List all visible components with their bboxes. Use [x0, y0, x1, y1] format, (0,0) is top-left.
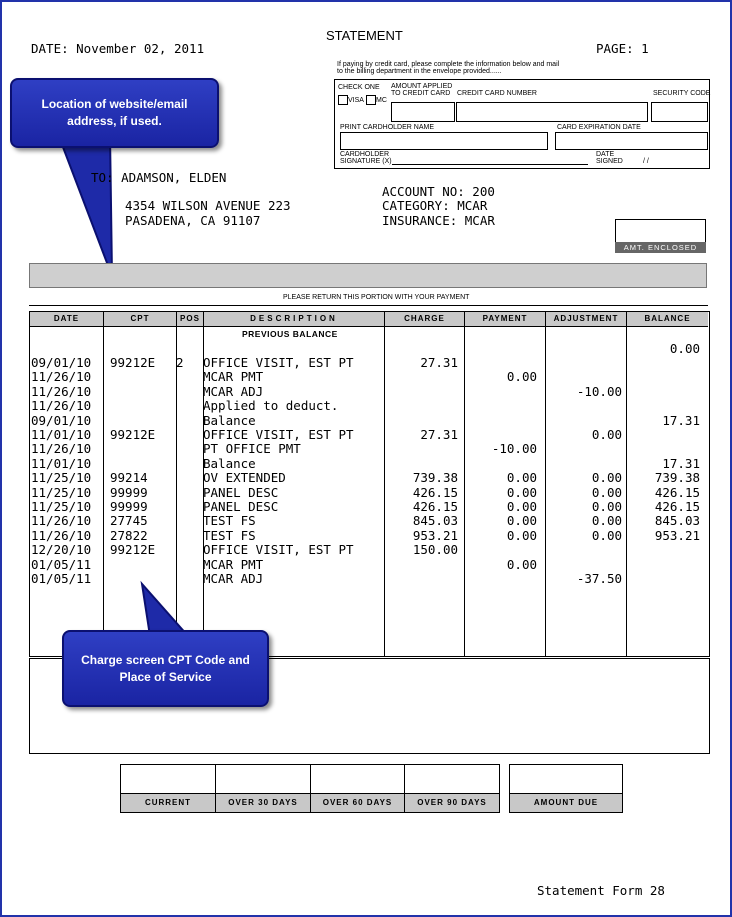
amount-due-label: AMOUNT DUE: [509, 793, 623, 813]
tear-line: [29, 305, 708, 306]
date-signed-slashes: / /: [643, 158, 649, 165]
cell-balance: 426.15: [654, 499, 700, 514]
aging-over60-label: OVER 60 DAYS: [310, 793, 405, 813]
cell-date: 01/05/11: [31, 556, 92, 572]
cell-date: 11/26/10: [31, 369, 92, 385]
visa-label: VISA: [348, 97, 364, 104]
cell-adjustment: 0.00: [591, 513, 622, 529]
statement-date: DATE: November 02, 2011: [31, 41, 205, 56]
cell-pos: 2: [176, 355, 184, 370]
previous-balance-value: 0.00: [669, 341, 700, 356]
cell-balance: 17.31: [662, 455, 700, 471]
cell-charge: 426.15: [412, 499, 458, 514]
cell-cpt: 99212E: [110, 427, 156, 442]
visa-checkbox[interactable]: [338, 95, 348, 105]
return-notice: PLEASE RETURN THIS PORTION WITH YOUR PAYMENT: [283, 294, 470, 301]
cell-desc: MCAR PMT: [203, 369, 264, 385]
cell-adjustment: 0.00: [591, 499, 622, 514]
amount-applied-label: AMOUNT APPLIED: [391, 83, 453, 90]
previous-balance-label: PREVIOUS BALANCE: [242, 329, 338, 339]
amount-enclosed-field[interactable]: [615, 219, 706, 243]
cell-payment: 0.00: [506, 499, 537, 514]
cell-payment: -10.00: [491, 441, 537, 457]
cell-adjustment: 0.00: [591, 527, 622, 543]
cell-cpt: 99212E: [110, 355, 156, 370]
callout-pointer-website: [40, 130, 130, 280]
expiration-field[interactable]: [555, 132, 708, 150]
cell-payment: 0.00: [506, 470, 537, 486]
cell-charge: 953.21: [412, 527, 458, 543]
cell-desc: Balance: [203, 412, 256, 428]
cell-desc: OFFICE VISIT, EST PT: [203, 355, 354, 370]
cell-payment: 0.00: [506, 513, 537, 529]
cell-desc: OV EXTENDED: [203, 470, 286, 486]
aging-over30-field: [215, 764, 311, 796]
cell-date: 11/25/10: [31, 484, 92, 500]
amount-applied-label-2: TO CREDIT CARD: [391, 90, 451, 97]
cell-payment: 0.00: [506, 369, 537, 385]
page-number: PAGE: 1: [596, 41, 649, 56]
cell-payment: 0.00: [506, 527, 537, 543]
cell-charge: 27.31: [420, 355, 458, 370]
street-address: 4354 WILSON AVENUE 223: [125, 198, 291, 213]
mc-checkbox[interactable]: [366, 95, 376, 105]
security-code-field[interactable]: [651, 102, 708, 122]
col-header-date: DATE: [30, 311, 103, 327]
account-insurance: INSURANCE: MCAR: [382, 213, 495, 228]
card-number-label: CREDIT CARD NUMBER: [457, 90, 537, 97]
aging-over90-label: OVER 90 DAYS: [404, 793, 500, 813]
cell-date: 11/26/10: [31, 441, 92, 457]
cell-date: 01/05/11: [31, 571, 92, 586]
col-header-description: DESCRIPTION: [204, 311, 384, 327]
signature-line[interactable]: [392, 164, 588, 165]
aging-over60-field: [310, 764, 405, 796]
cell-desc: MCAR ADJ: [203, 571, 264, 586]
cell-cpt: 99999: [110, 484, 148, 500]
cell-desc: OFFICE VISIT, EST PT: [203, 427, 354, 442]
cell-date: 11/01/10: [31, 455, 92, 471]
cell-desc: OFFICE VISIT, EST PT: [203, 542, 354, 558]
cell-cpt: 99214: [110, 470, 148, 486]
cell-desc: TEST FS: [203, 527, 256, 543]
cell-adjustment: -10.00: [576, 383, 622, 399]
check-one-label: CHECK ONE: [338, 84, 380, 91]
card-number-field[interactable]: [456, 102, 648, 122]
cell-desc: Balance: [203, 455, 256, 471]
callout-cpt: [62, 630, 269, 707]
mc-label: MC: [376, 97, 387, 104]
aging-current-field: [120, 764, 216, 796]
callout-website: [10, 78, 219, 148]
amount-applied-field[interactable]: [391, 102, 455, 122]
cell-cpt: 27822: [110, 527, 148, 543]
cell-desc: PANEL DESC: [203, 484, 279, 500]
cc-instructions-line1: If paying by credit card, please complete the information below and mail: [337, 61, 560, 68]
amount-enclosed-label: AMT. ENCLOSED: [615, 242, 706, 253]
cell-desc: Applied to deduct.: [203, 398, 339, 414]
cardholder-name-field[interactable]: [340, 132, 548, 150]
form-name: Statement Form 28: [537, 883, 665, 898]
cell-desc: PT OFFICE PMT: [203, 441, 301, 457]
cell-desc: MCAR PMT: [203, 556, 264, 572]
cell-date: 11/26/10: [31, 513, 92, 529]
signature-label: CARDHOLDER: [340, 151, 390, 158]
cell-cpt: 99212E: [110, 542, 156, 558]
col-divider: [103, 311, 104, 656]
cell-charge: 426.15: [412, 484, 458, 500]
cell-date: 11/26/10: [31, 527, 92, 543]
cell-payment: 0.00: [506, 556, 537, 572]
cell-date: 11/26/10: [31, 398, 92, 414]
expiration-label: CARD EXPIRATION DATE: [557, 124, 641, 131]
date-signed-label: DATE: [596, 151, 615, 158]
cell-charge: 27.31: [420, 427, 458, 442]
col-header-payment: PAYMENT: [465, 311, 545, 327]
cell-balance: 739.38: [654, 470, 700, 486]
col-header-charge: CHARGE: [385, 311, 464, 327]
patient-name: TO: ADAMSON, ELDEN: [91, 170, 227, 185]
cell-balance: 17.31: [662, 412, 700, 428]
cell-desc: MCAR ADJ: [203, 383, 264, 399]
cell-date: 11/01/10: [31, 427, 92, 442]
city-state-zip: PASADENA, CA 91107: [125, 213, 261, 228]
date-signed-label-2: SIGNED: [596, 158, 623, 165]
cc-instructions-line2: to the billing department in the envelope provided......: [337, 68, 502, 75]
cell-cpt: 99999: [110, 499, 148, 514]
aging-over90-field: [404, 764, 500, 796]
aging-over30-label: OVER 30 DAYS: [215, 793, 311, 813]
cell-date: 12/20/10: [31, 542, 92, 558]
cell-charge: 150.00: [412, 542, 458, 558]
cell-adjustment: 0.00: [591, 484, 622, 500]
cell-adjustment: -37.50: [576, 571, 622, 586]
cell-date: 09/01/10: [31, 412, 92, 428]
statement-title: STATEMENT: [326, 28, 403, 43]
amount-due-field: [509, 764, 623, 796]
cell-desc: TEST FS: [203, 513, 256, 529]
cardholder-name-label: PRINT CARDHOLDER NAME: [340, 124, 434, 131]
cell-date: 11/25/10: [31, 499, 92, 514]
account-category: CATEGORY: MCAR: [382, 198, 488, 213]
col-header-adjustment: ADJUSTMENT: [546, 311, 626, 327]
cell-date: 11/25/10: [31, 470, 92, 486]
signature-label-2: SIGNATURE (X): [340, 158, 392, 165]
cell-charge: 845.03: [412, 513, 458, 529]
cell-date: 09/01/10: [31, 355, 92, 370]
callout-website-text: Location of website/email address, if used.: [41, 97, 188, 128]
cell-cpt: 27745: [110, 513, 148, 529]
cell-balance: 426.15: [654, 484, 700, 500]
cell-balance: 953.21: [654, 527, 700, 543]
account-number: ACCOUNT NO: 200: [382, 184, 495, 199]
cell-desc: PANEL DESC: [203, 499, 279, 514]
security-code-label: SECURITY CODE: [653, 90, 711, 97]
callout-cpt-text: Charge screen CPT Code and Place of Service: [81, 652, 250, 684]
website-email-band: [29, 263, 707, 288]
col-header-balance: BALANCE: [627, 311, 708, 327]
cell-balance: 845.03: [654, 513, 700, 529]
cell-date: 11/26/10: [31, 383, 92, 399]
cell-payment: 0.00: [506, 484, 537, 500]
col-header-pos: POS: [177, 311, 203, 327]
cell-adjustment: 0.00: [591, 427, 622, 442]
col-header-cpt: CPT: [104, 311, 176, 327]
aging-current-label: CURRENT: [120, 793, 216, 813]
cell-adjustment: 0.00: [591, 470, 622, 486]
cell-charge: 739.38: [412, 470, 458, 486]
